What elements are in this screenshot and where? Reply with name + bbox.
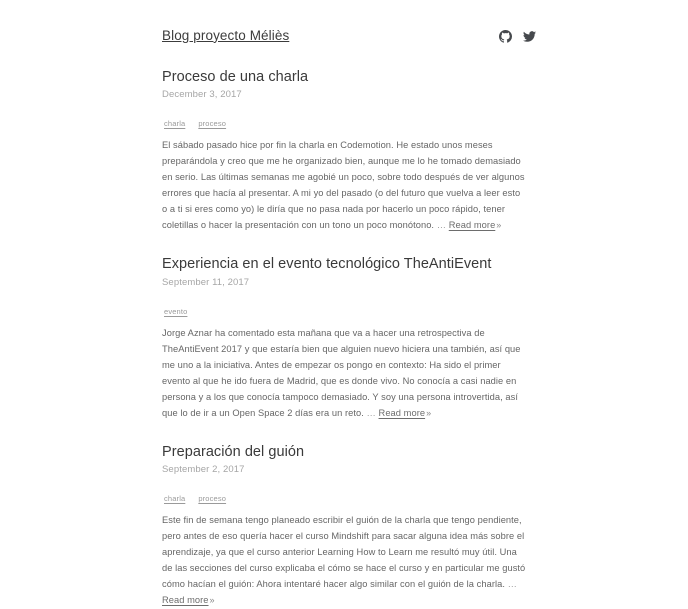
tag-item bbox=[164, 113, 185, 131]
excerpt-ellipsis: … bbox=[436, 220, 447, 231]
excerpt-ellipsis: … bbox=[366, 407, 376, 418]
read-more-arrow-icon: » bbox=[496, 220, 502, 231]
site-header bbox=[0, 0, 688, 54]
post-excerpt-text: El sábado pasado hice por fin la charla en Codemotion. He estado unos meses preparándola y creo que me he organizado bien, aunque me lo he tomado demasiado en serio. Las últimas semanas me agobié un poco, sobre todo después de ver algunos errores que hacía al presentar. A mi yo del pasado (o del futuro que vuelva a leer esto o a ti si eres como yo) le diría que no pasa nada por hacerlo un poco rápido, tener coletillas o hacer la presentación con un tono un poco monótono. bbox=[162, 140, 525, 231]
post-title[interactable]: Preparación del guión bbox=[162, 443, 305, 460]
tag-item bbox=[198, 113, 226, 131]
tag-list bbox=[164, 301, 528, 319]
social-links bbox=[499, 30, 536, 43]
post-list bbox=[0, 54, 688, 609]
read-more-link[interactable]: Read more bbox=[378, 407, 426, 418]
tag-link[interactable]: proceso bbox=[198, 119, 227, 129]
read-more-link[interactable]: Read more bbox=[162, 595, 209, 606]
tag-link[interactable]: charla bbox=[164, 494, 186, 504]
post-date: September 2, 2017 bbox=[162, 463, 245, 475]
read-more-link[interactable]: Read more bbox=[448, 220, 496, 231]
tag-link[interactable]: proceso bbox=[198, 494, 227, 504]
post-date: December 3, 2017 bbox=[162, 89, 242, 101]
site-title[interactable]: Blog proyecto Méliès bbox=[162, 27, 290, 43]
post-excerpt-text: Este fin de semana tengo planeado escribir el guión de la charla que tengo pendiente, pero antes de eso quería hacer el curso Mindshift para sacar alguna idea más sobre el aprendizaje, ya que el curso anterior Learning How to Learn me resultó muy útil. Una de las secciones del curso explicaba el cómo se hace el curso y en particular me gustó cómo hacían el guión: Ahora intentaré hacer algo similar con el guión de la charla. bbox=[162, 515, 526, 590]
tag-list bbox=[164, 488, 528, 506]
post-excerpt bbox=[162, 138, 528, 234]
post-title[interactable]: Experiencia en el evento tecnológico TheAntiEvent bbox=[162, 256, 492, 273]
read-more-arrow-icon: » bbox=[426, 407, 432, 418]
tag-link[interactable]: charla bbox=[164, 119, 186, 129]
post-excerpt-text: Jorge Aznar ha comentado esta mañana que va a hacer una retrospectiva de TheAntiEvent 2017 y que estaría bien que alguien nuevo hiciera una también, así que me uno a la iniciativa. Antes de empezar os pongo en contexto: Ha sido el primer evento al que he ido fuera de Madrid, que es donde vivo. No conocía a casi nadie en persona y a los que conocía tampoco demasiado. Y soy una persona introvertida, así que lo de ir a un Open Space 2 días era un reto. bbox=[162, 327, 521, 418]
post-item bbox=[162, 234, 528, 421]
github-icon[interactable] bbox=[499, 30, 512, 43]
post-title[interactable]: Proceso de una charla bbox=[162, 69, 309, 85]
excerpt-ellipsis: … bbox=[507, 579, 517, 590]
tag-item bbox=[164, 301, 187, 319]
post-excerpt bbox=[162, 326, 528, 422]
twitter-icon[interactable] bbox=[523, 30, 536, 43]
tag-item bbox=[164, 488, 185, 506]
post-excerpt bbox=[162, 513, 528, 609]
post-item bbox=[162, 54, 528, 234]
tag-link[interactable]: evento bbox=[164, 306, 188, 316]
post-date: September 11, 2017 bbox=[162, 276, 250, 288]
tag-list bbox=[164, 113, 528, 131]
tag-item bbox=[198, 488, 226, 506]
read-more-arrow-icon: » bbox=[209, 595, 215, 606]
post-item bbox=[162, 422, 528, 609]
